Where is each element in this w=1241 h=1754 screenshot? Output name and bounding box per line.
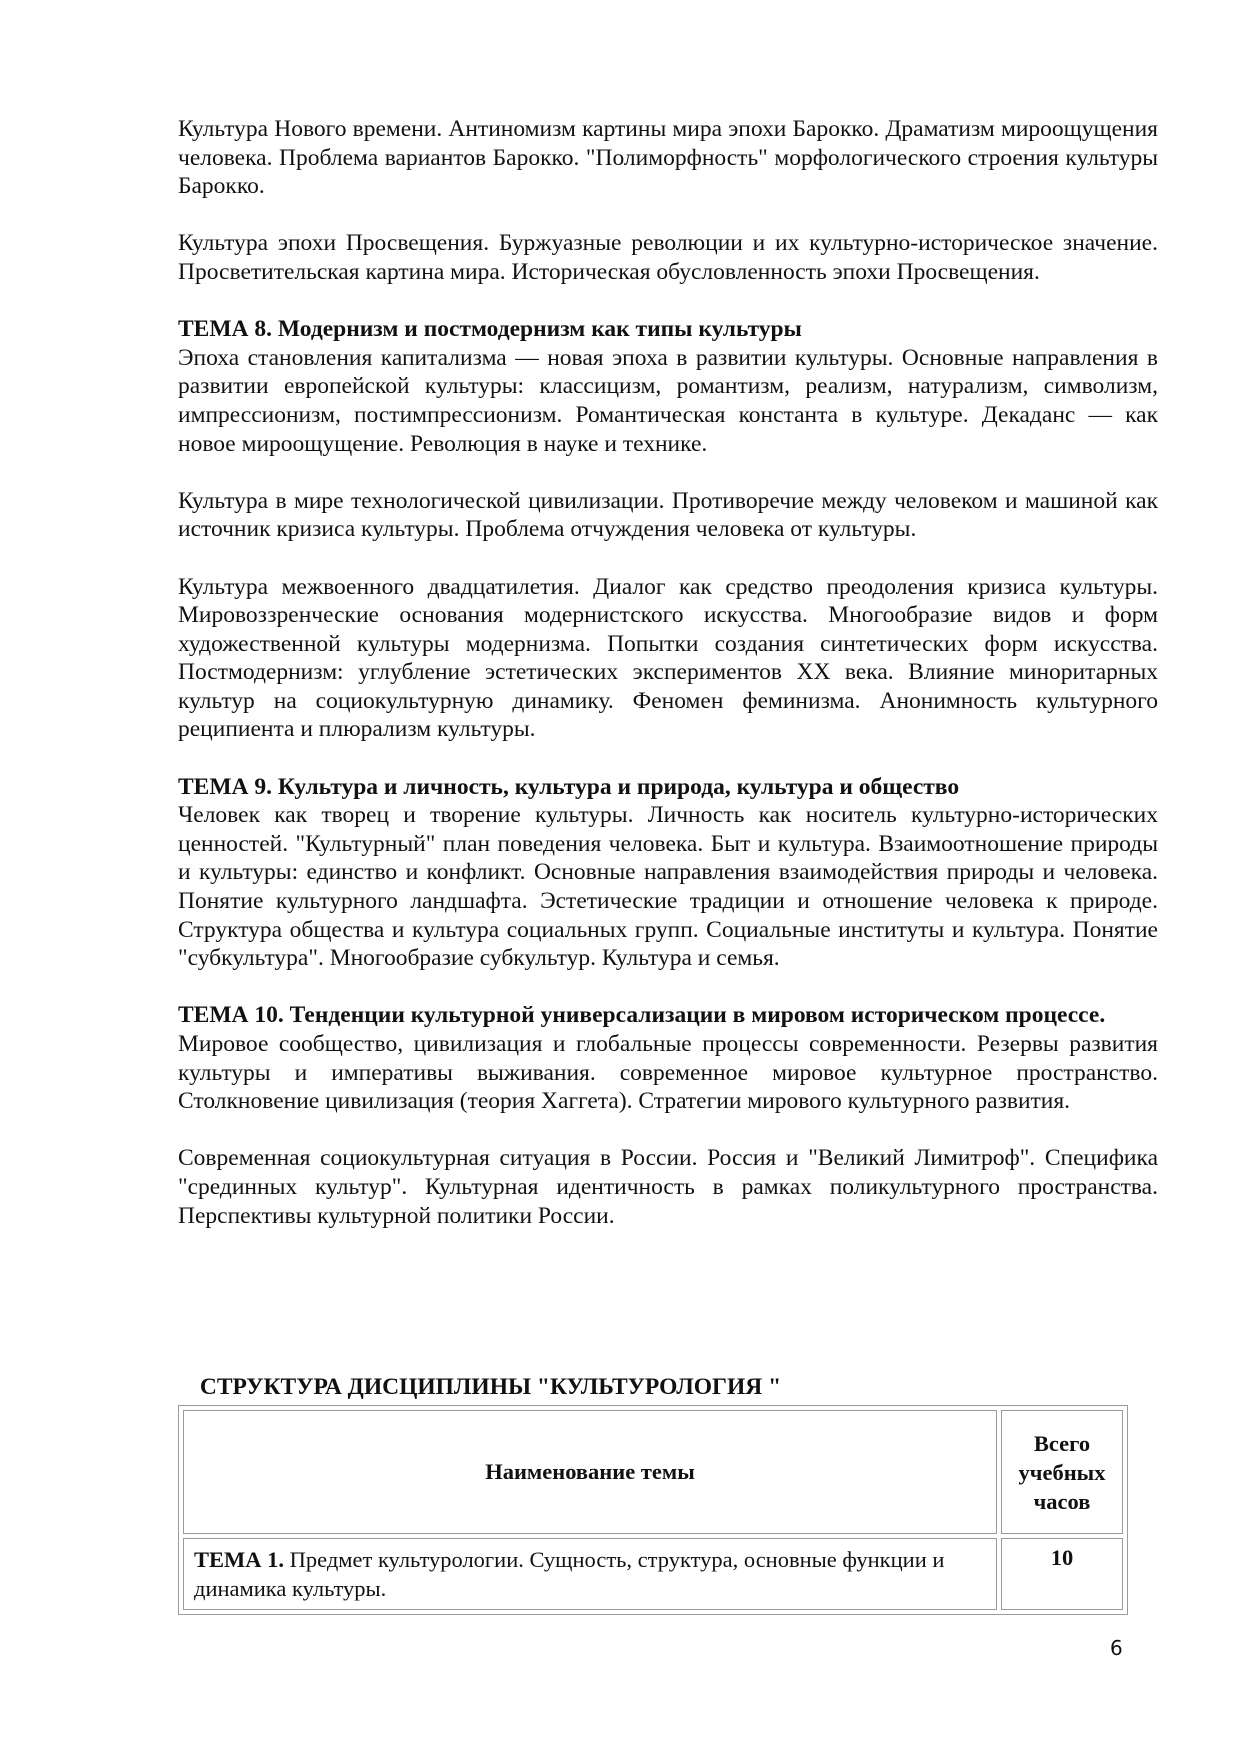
paragraph-russia: Современная социокультурная ситуация в России. Россия и "Великий Лимитроф". Специфика "срединных культур". Культурная идентичность в рамках поликультурного пространства. Перспективы культурной политики России. [178, 1145, 1158, 1229]
topic-9-heading: ТЕМА 9. Культура и личность, культура и природа, культура и общество [178, 773, 960, 800]
paragraph-gap [178, 744, 1158, 773]
column-header-topic: Наименование темы [183, 1410, 997, 1534]
paragraph-interwar: Культура межвоенного двадцатилетия. Диалог как средство преодоления кризиса культуры. Мировоззренческие основания модернистского искусства. Многообразие видов и форм художественной культуры модернизма. Попытки создания синтетических форм искусства. Постмодернизм: углубление эстетических экспериментов XX века. Влияние миноритарных культур на социокультурную динамику. Феномен феминизма. Анонимность культурного реципиента и плюрализм культуры. [178, 573, 1158, 743]
paragraph-gap [178, 544, 1158, 573]
paragraph-personality: Человек как творец и творение культуры. Личность как носитель культурно-исторических ценностей. "Культурный" план поведения человека. Быт и культура. Взаимоотношение природы и культуры: единство и конфликт. Основные направления взаимодействия природы и человека. Понятие культурного ландшафта. Эстетические традиции и отношение человека к природе. Структура общества и культура социальных групп. Социальные институты и культура. Понятие "субкультура". Многообразие субкультур. Культура и семья. [178, 802, 1158, 972]
table-header-row [183, 1410, 1123, 1534]
paragraph-gap [178, 458, 1158, 487]
topic-8-heading: ТЕМА 8. Модернизм и постмодернизм как типы культуры [178, 316, 802, 343]
column-header-hours: Всего учебных часов [1001, 1410, 1123, 1534]
table-row [183, 1538, 1123, 1610]
page-number: 6 [1110, 1636, 1123, 1660]
topic-10-heading: ТЕМА 10. Тенденции культурной универсализации в мировом историческом процессе. [178, 1002, 1106, 1029]
paragraph-baroque: Культура Нового времени. Антиномизм картины мира эпохи Барокко. Драматизм мироощущения человека. Проблема вариантов Барокко. "Полиморфность" морфологического строения культуры Барокко. [178, 116, 1158, 200]
topic-text: Предмет культурологии. Сущность, структура, основные функции и динамика культуры. [194, 1547, 945, 1601]
hours-cell: 10 [1001, 1538, 1123, 1610]
paragraph-capitalism: Эпоха становления капитализма — новая эпоха в развитии культуры. Основные направления в развитии европейской культуры: классицизм, романтизм, реализм, натурализм, символизм, импрессионизм, постимпрессионизм. Романтическая константа в культуре. Декаданс — как новое мироощущение. Революция в науке и технике. [178, 344, 1158, 457]
paragraph-enlightenment: Культура эпохи Просвещения. Буржуазные революции и их культурно-историческое значение. Просветительская картина мира. Историческая обусловленность эпохи Просвещения. [178, 230, 1158, 285]
structure-title: СТРУКТУРА ДИСЦИПЛИНЫ "КУЛЬТУРОЛОГИЯ " [199, 1374, 782, 1400]
paragraph-gap [178, 201, 1158, 230]
paragraph-gap [178, 1116, 1158, 1145]
paragraph-gap [178, 287, 1158, 316]
paragraph-gap [178, 973, 1158, 1002]
page-body [178, 115, 1158, 1230]
topic-cell [183, 1538, 997, 1610]
paragraph-global: Мировое сообщество, цивилизация и глобальные процессы современности. Резервы развития культуры и императивы выживания. современное мировое культурное пространство. Столкновение цивилизация (теория Хаггета). Стратегии мирового культурного развития. [178, 1031, 1158, 1115]
topic-label: ТЕМА 1. [194, 1547, 284, 1572]
structure-table [178, 1405, 1128, 1615]
paragraph-technology: Культура в мире технологической цивилизации. Противоречие между человеком и машиной как источник кризиса культуры. Проблема отчуждения человека от культуры. [178, 487, 1158, 543]
